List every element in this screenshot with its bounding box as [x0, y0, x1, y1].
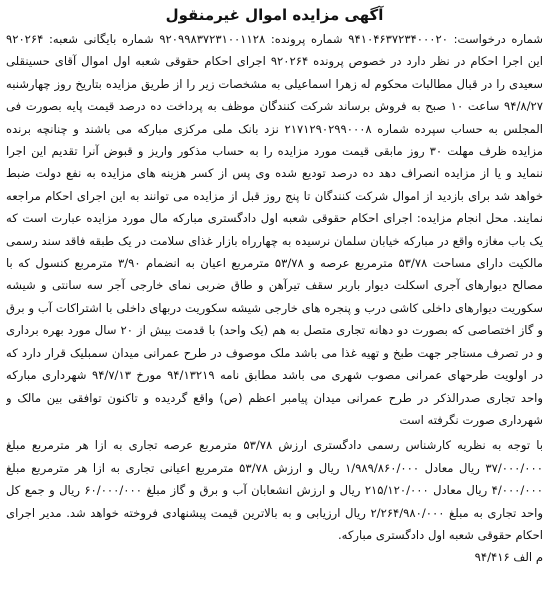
notice-body	[6, 28, 543, 569]
notice-title: آگهی مزایده اموال غیرمنقول	[165, 6, 384, 24]
auction-notice	[6, 4, 543, 590]
notice-paragraph-valuation: با توجه به نظریه کارشناس رسمی دادگستری ارزش ۵۳/۷۸ مترمربع عرصه تجاری به ازا هر مترمربع مبلغ ۳۷/۰۰۰/۰۰۰ ریال معادل ۱/۹۸۹/۸۶۰/۰۰۰ ریال و ارزش ۵۳/۷۸ مترمربع اعیانی تجاری به ازا هر مترمربع مبلغ ۴/۰۰۰/۰۰۰ ریال معادل ۲۱۵/۱۲۰/۰۰۰ ریال و ارزش انشعابان آب و برق و گاز مبلغ ۶۰/۰۰۰/۰۰۰ ریال و جمع کل واحد تجاری به مبلغ ۲/۲۶۴/۹۸۰/۰۰۰ ریال ارزیابی و به بالاترین قیمت پیشنهادی فروخته خواهد شد. مدیر اجرای احکام حقوقی شعبه اول دادگستری مبارکه.	[6, 438, 543, 542]
notice-footer: م الف ۹۴/۴۱۶	[474, 550, 543, 565]
notice-paragraph-details: شماره درخواست: ۹۴۱۰۴۶۳۷۲۳۴۰۰۰۲۰ شماره پرونده: ۹۲۰۹۹۸۳۷۲۳۱۰۰۱۱۲۸ شماره بایگانی شعبه: ۹۲۰۲۶۴ این اجرا احکام در نظر دارد در خصوص پرونده ۹۲۰۲۶۴ اجرای احکام حقوقی شعبه اول اموال آقای حسینقلی سعیدی را در قبال مطالبات محکوم له زهرا اسماعیلی به مشخصات زیر را از طریق مزایده بتاریخ روز چهارشنبه ۹۴/۸/۲۷ ساعت ۱۰ صبح به فروش برساند شرکت کنندگان موظف به پرداخت ده درصد قیمت پایه بصورت فی المجلس به حساب سپرده شماره ۲۱۷۱۲۹۰۲۹۹۰۰۰۸ نزد بانک ملی مرکزی مبارکه می باشند و چنانچه برنده مزایده ظرف مهلت ۳۰ روز مابقی قیمت مورد مزایده را به حساب مذکور واریز و قبوض آنرا تقدیم این اجرا ننماید و یا از مزایده انصراف دهد ده درصد تودیع شده وی پس از کسر هزینه های مزایده به نفع دولت ضبط خواهد شد برای بازدید از اموال شرکت کنندگان تا پنج روز قبل از مزایده می توانند به این اجرای احکام مراجعه نمایند. محل انجام مزایده: اجرای احکام حقوقی شعبه اول دادگستری مبارکه مال مورد مزایده عبارت است که یک باب مغازه واقع در مبارکه خیابان سلمان نرسیده به چهارراه بازار غذای سلامت در یک طبقه فاقد سند رسمی مالکیت دارای مساحت ۵۳/۷۸ مترمربع عرصه و ۵۳/۷۸ مترمربع اعیان به انضمام ۳/۹۰ مترمربع کنسول که با مصالح دیوارهای آجری اسکلت دیوار باربر سقف تیرآهن و طاق ضربی نمای خارجی آجر سه سانتی و شیشه سکوریت دیوارهای داخلی کاشی درب و پنجره های خارجی شیشه سکوریت دربهای داخلی با اشتراکات آب و برق و گاز اختصاصی که بصورت دو دهانه تجاری متصل به هم (یک واحد) با قدمت بیش از ۲۰ سال مورد بهره برداری و در تصرف مستاجر جهت طبخ و تهیه غذا می باشد ملک موصوف در طرح عمرانی میدان سمبلیک قرار دارد که در اولویت طرحهای عمرانی مصوب شهری می باشد مطابق نامه ۹۴/۱۳۲۱۹ مورخ ۹۴/۷/۱۳ شهرداری مبارکه واحد تجاری صدرالذکر در طرح عمرانی میدان پیامبر اعظم (ص) واقع گردیده و تاکنون توافقی بین مالک و شهرداری صورت نگرفته است	[6, 32, 543, 427]
